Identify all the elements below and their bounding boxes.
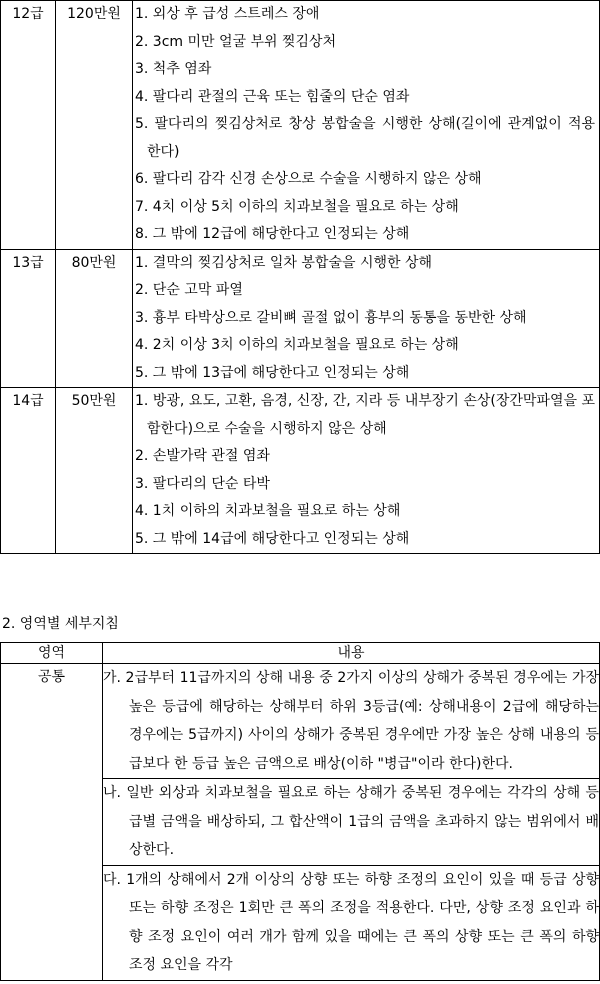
header-row [1,643,600,664]
injury-list [133,249,600,388]
amount-cell: 120만원 [56,1,133,250]
section-title: 2. 영역별 세부지침 [2,616,119,632]
injury-item: 5. 팔다리의 찢김상처로 창상 봉합술을 시행한 상해(길이에 관계없이 적용한다) [135,116,595,160]
grade-row [1,388,600,554]
injury-item: 7. 4치 이상 5치 이하의 치과보철을 필요로 하는 상해 [135,198,459,215]
injury-item: 2. 손발가락 관절 염좌 [135,448,270,464]
injury-item: 3. 척추 염좌 [135,61,212,77]
guideline-row [1,664,600,779]
injury-item: 8. 그 밖에 12급에 해당한다고 인정되는 상해 [135,226,410,242]
amount-cell: 50만원 [56,388,133,554]
injury-item: 4. 1치 이하의 치과보철을 필요로 하는 상해 [135,503,401,519]
injury-item: 4. 2치 이상 3치 이하의 치과보철을 필요로 하는 상해 [135,337,459,353]
grade-cell: 14급 [1,388,56,554]
guideline-cell [103,865,600,980]
amount-cell: 80만원 [56,249,133,388]
injury-item: 1. 결막의 찢김상처로 일차 봉합술을 시행한 상해 [135,254,433,271]
injury-item: 3. 흉부 타박상으로 갈비뼈 골절 없이 흉부의 동통을 동반한 상해 [135,309,527,326]
injury-item: 3. 팔다리의 단순 타박 [135,475,270,492]
grade-row [1,1,600,250]
injury-item: 5. 그 밖에 13급에 해당한다고 인정되는 상해 [135,364,410,381]
area-guideline-table [0,642,600,981]
grade-cell: 13급 [1,249,56,388]
guideline-text: 다. 1개의 상해에서 2개 이상의 상향 또는 하향 조정의 요인이 있을 때 등급 상향 또는 하향 조정은 1회만 큰 폭의 조정을 적용한다. 다만, 상향 조정 요인과 하향 조정 요인이 여러 개가 함께 있을 때에는 큰 폭의 상향 또는 큰 폭의 하향 조정 요인을 각각 [103,871,599,973]
header-area: 영역 [1,643,103,664]
injury-item: 2. 단순 고막 파열 [135,282,243,298]
grade-cell: 12급 [1,1,56,250]
area-cell: 공통 [1,664,103,981]
injury-item: 2. 3cm 미만 얼굴 부위 찢김상처 [135,33,337,50]
injury-item: 4. 팔다리 관절의 근육 또는 힘줄의 단순 염좌 [135,88,410,105]
header-content: 내용 [103,643,600,664]
injury-list [133,1,600,250]
guideline-cell [103,779,600,866]
injury-item: 6. 팔다리 감각 신경 손상으로 수술을 시행하지 않은 상해 [135,171,482,187]
injury-list [133,388,600,554]
grade-row [1,249,600,388]
injury-item: 1. 외상 후 급성 스트레스 장애 [135,6,320,22]
guideline-text: 가. 2급부터 11급까지의 상해 내용 중 2가지 이상의 상해가 중복된 경우에는 가장 높은 등급에 해당하는 상해부터 하위 3등급(예: 상해내용이 2급에 해당하는 경우에는 5급까지) 사이의 상해가 중복된 경우에만 가장 높은 상해 내용의 등급보다 한 등급 높은 금액으로 배상(이하 "병급"이라 한다)한다. [103,670,599,772]
guideline-text: 나. 일반 외상과 치과보철을 필요로 하는 상해가 중복된 경우에는 각각의 상해 등급별 금액을 배상하되, 그 합산액이 1급의 금액을 초과하지 않는 범위에서 배상한다. [103,785,599,858]
guideline-cell [103,664,600,779]
injury-item: 5. 그 밖에 14급에 해당한다고 인정되는 상해 [135,530,410,547]
injury-item: 1. 방광, 요도, 고환, 음경, 신장, 간, 지라 등 내부장기 손상(장간막파열을 포함한다)으로 수술을 시행하지 않은 상해 [135,393,595,437]
